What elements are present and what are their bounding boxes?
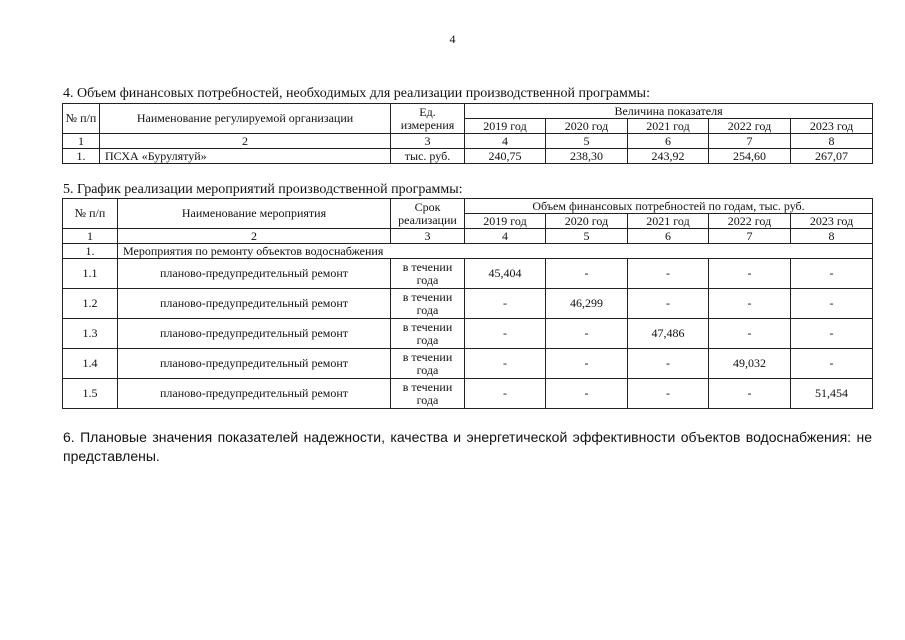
col-number: 4 [465, 229, 546, 244]
col-number: 3 [391, 134, 465, 149]
col-number: 3 [391, 229, 465, 244]
row-value: - [791, 319, 873, 349]
table-header-row [63, 104, 873, 119]
row-unit: тыс. руб. [391, 149, 465, 164]
header-year: 2022 год [709, 214, 791, 229]
column-number-row [63, 134, 873, 149]
header-num: № п/п [63, 104, 100, 134]
row-value: - [465, 349, 546, 379]
header-term: Срок реализации [391, 199, 465, 229]
row-num: 1.5 [63, 379, 118, 409]
header-year: 2022 год [709, 119, 791, 134]
row-value: 238,30 [546, 149, 628, 164]
row-value: - [628, 259, 709, 289]
col-number: 2 [100, 134, 391, 149]
row-value: 49,032 [709, 349, 791, 379]
header-year: 2020 год [546, 119, 628, 134]
row-value: - [709, 289, 791, 319]
row-value: 46,299 [546, 289, 628, 319]
col-number: 6 [628, 229, 709, 244]
row-value: - [465, 319, 546, 349]
row-value: - [628, 289, 709, 319]
row-value: 254,60 [709, 149, 791, 164]
row-value: - [546, 349, 628, 379]
row-value: - [546, 379, 628, 409]
row-value: - [546, 319, 628, 349]
row-value: 45,404 [465, 259, 546, 289]
column-number-row [63, 229, 873, 244]
header-org-name: Наименование регулируемой организации [100, 104, 391, 134]
col-number: 1 [63, 134, 100, 149]
section-5-title: 5. График реализации мероприятий производственной программы: [63, 182, 463, 197]
col-number: 8 [791, 229, 873, 244]
row-value: - [628, 379, 709, 409]
row-term: в течении года [391, 379, 465, 409]
row-value: - [791, 259, 873, 289]
row-term: в течении года [391, 319, 465, 349]
header-year: 2020 год [546, 214, 628, 229]
header-year: 2023 год [791, 214, 873, 229]
col-number: 5 [546, 134, 628, 149]
row-value: - [465, 379, 546, 409]
header-year: 2023 год [791, 119, 873, 134]
row-activity-name: планово-предупредительный ремонт [118, 289, 391, 319]
header-year: 2021 год [628, 119, 709, 134]
page-number: 4 [449, 32, 456, 46]
col-number: 7 [709, 134, 791, 149]
header-unit: Ед. измерения [391, 104, 465, 134]
col-number: 8 [791, 134, 873, 149]
row-org-name: ПСХА «Бурулятуй» [100, 149, 391, 164]
row-value: 267,07 [791, 149, 873, 164]
row-value: 243,92 [628, 149, 709, 164]
col-number: 1 [63, 229, 118, 244]
schedule-table [62, 198, 873, 409]
row-value: - [791, 289, 873, 319]
row-num: 1.4 [63, 349, 118, 379]
header-year: 2019 год [465, 214, 546, 229]
section-4-title: 4. Объем финансовых потребностей, необходимых для реализации производственной программы: [63, 86, 650, 101]
group-name: Мероприятия по ремонту объектов водоснабжения [118, 244, 873, 259]
header-num: № п/п [63, 199, 118, 229]
table-row [63, 349, 873, 379]
row-activity-name: планово-предупредительный ремонт [118, 259, 391, 289]
row-term: в течении года [391, 259, 465, 289]
table-row [63, 289, 873, 319]
row-num: 1.2 [63, 289, 118, 319]
table-row [63, 149, 873, 164]
row-value: - [546, 259, 628, 289]
header-year: 2019 год [465, 119, 546, 134]
row-value: 240,75 [465, 149, 546, 164]
col-number: 7 [709, 229, 791, 244]
row-num: 1. [63, 149, 100, 164]
row-value: - [791, 349, 873, 379]
col-number: 4 [465, 134, 546, 149]
table-row [63, 259, 873, 289]
row-term: в течении года [391, 349, 465, 379]
group-num: 1. [63, 244, 118, 259]
col-number: 5 [546, 229, 628, 244]
row-value: - [465, 289, 546, 319]
table-header-row [63, 199, 873, 214]
row-value: - [709, 259, 791, 289]
row-value: 51,454 [791, 379, 873, 409]
header-activity-name: Наименование мероприятия [118, 199, 391, 229]
row-value: - [628, 349, 709, 379]
row-activity-name: планово-предупредительный ремонт [118, 319, 391, 349]
row-activity-name: планово-предупредительный ремонт [118, 349, 391, 379]
row-num: 1.3 [63, 319, 118, 349]
row-term: в течении года [391, 289, 465, 319]
table-row [63, 319, 873, 349]
header-year: 2021 год [628, 214, 709, 229]
row-num: 1.1 [63, 259, 118, 289]
section-6-text: 6. Плановые значения показателей надежности, качества и энергетической эффективности объектов водоснабжения: не представлены. [63, 429, 872, 464]
row-value: 47,486 [628, 319, 709, 349]
col-number: 6 [628, 134, 709, 149]
row-value: - [709, 379, 791, 409]
header-value-group: Величина показателя [465, 104, 873, 119]
row-value: - [709, 319, 791, 349]
group-row [63, 244, 873, 259]
row-activity-name: планово-предупредительный ремонт [118, 379, 391, 409]
table-row [63, 379, 873, 409]
financial-needs-table [62, 103, 873, 164]
header-value-group: Объем финансовых потребностей по годам, тыс. руб. [465, 199, 873, 214]
schedule-rows [63, 259, 873, 409]
col-number: 2 [118, 229, 391, 244]
